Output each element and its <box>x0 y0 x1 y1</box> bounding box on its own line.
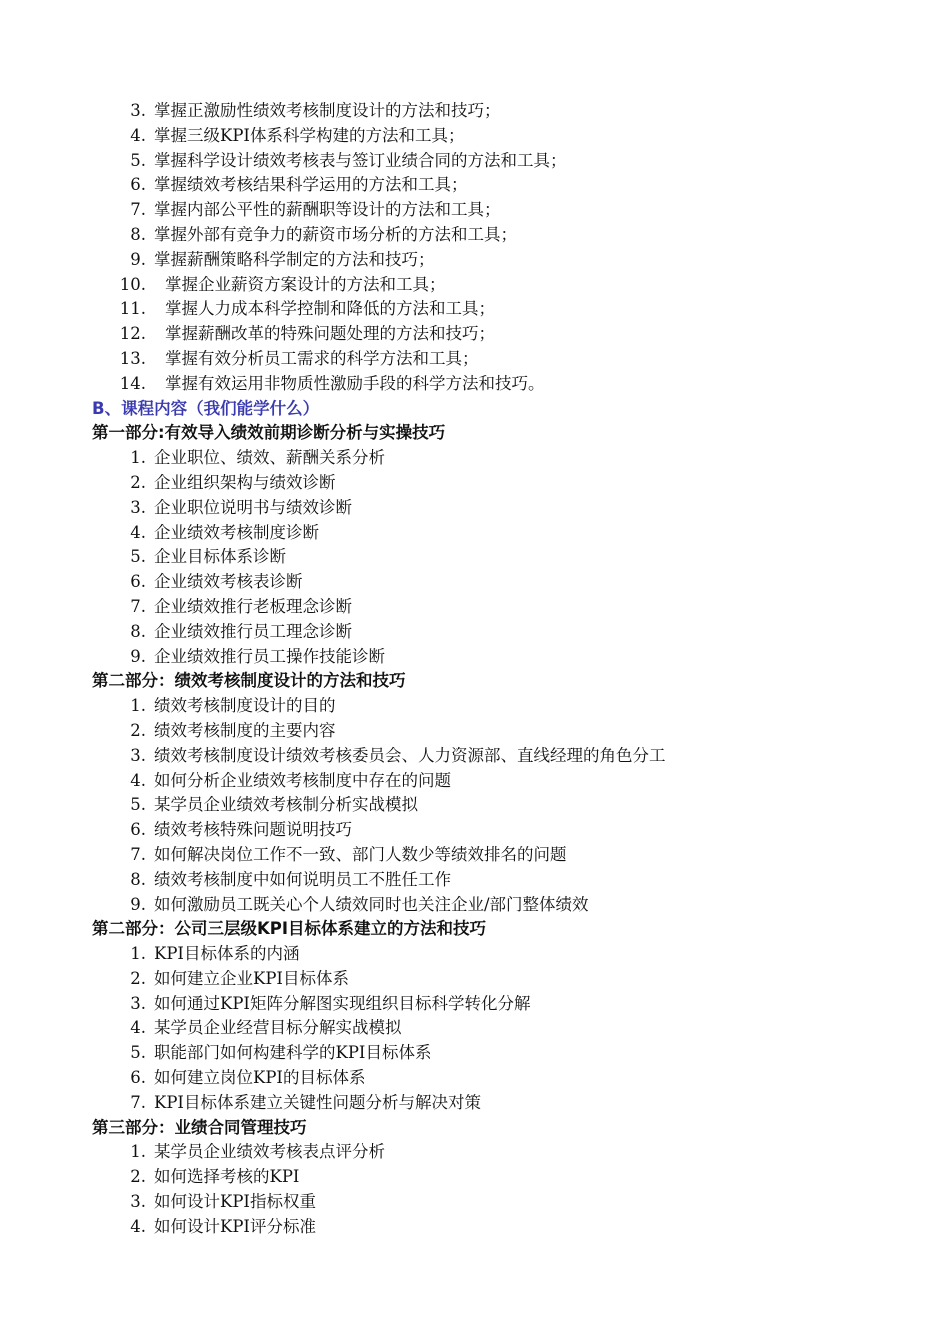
list-item-text: KPI目标体系建立关键性问题分析与解决对策 <box>154 1092 481 1112</box>
list-item-number: 8. <box>130 869 146 889</box>
list-item-number: 1. <box>130 944 146 964</box>
list-item-text: 企业绩效考核表诊断 <box>154 572 303 592</box>
list-item-number: 7. <box>130 596 146 616</box>
list-item-number: 5. <box>130 795 146 815</box>
list-item-number: 14. <box>119 373 146 393</box>
list-item-text: 掌握企业薪资方案设计的方法和工具； <box>165 274 446 294</box>
list-item <box>92 967 950 992</box>
list-item-text: 如何设计KPI指标权重 <box>154 1192 316 1212</box>
list-item-text: 掌握正激励性绩效考核制度设计的方法和技巧； <box>154 101 501 120</box>
list-item-number: 1. <box>130 448 146 468</box>
list-item <box>92 248 950 273</box>
list-item <box>92 446 950 471</box>
list-item-text: 如何选择考核的KPI <box>154 1167 300 1187</box>
list-item-number: 7. <box>130 844 146 864</box>
list-item-number: 2. <box>130 1167 146 1187</box>
list-item <box>92 99 950 124</box>
list-item-text: 企业职位说明书与绩效诊断 <box>154 497 352 517</box>
list-item-number: 6. <box>130 572 146 592</box>
list-item-number: 7. <box>130 1092 146 1112</box>
list-item-number: 6. <box>130 175 146 195</box>
list-item <box>92 744 950 769</box>
list-item <box>92 1215 950 1240</box>
list-item-text: 掌握三级KPI体系科学构建的方法和工具； <box>154 125 465 145</box>
list-item-text: 企业组织架构与绩效诊断 <box>154 472 336 492</box>
list-item-text: 企业职位、绩效、薪酬关系分析 <box>154 448 385 468</box>
list-item-number: 1. <box>130 696 146 716</box>
list-item <box>92 372 950 397</box>
part-title: 第二部分：绩效考核制度设计的方法和技巧 <box>92 671 406 691</box>
list-item <box>92 347 950 372</box>
list-item-text: 掌握有效运用非物质性激励手段的科学方法和技巧。 <box>165 373 545 393</box>
list-item <box>92 223 950 248</box>
list-item-number: 3. <box>130 993 146 1013</box>
list-item <box>92 545 950 570</box>
list-item-text: 企业绩效推行员工理念诊断 <box>154 621 352 641</box>
list-item <box>92 521 950 546</box>
list-item-number: 2. <box>130 720 146 740</box>
list-item-number: 3. <box>130 101 146 120</box>
list-item <box>92 1041 950 1066</box>
course-parts <box>92 421 950 1239</box>
part-title: 第三部分：业绩合同管理技巧 <box>92 1117 307 1137</box>
list-item-text: 企业绩效考核制度诊断 <box>154 522 319 542</box>
list-item-number: 3. <box>130 1192 146 1212</box>
list-item-number: 4. <box>130 125 146 145</box>
list-item-number: 11. <box>119 299 146 319</box>
list-item <box>92 620 950 645</box>
list-item <box>92 1190 950 1215</box>
list-item <box>92 471 950 496</box>
list-item <box>92 149 950 174</box>
list-item-number: 9. <box>130 249 146 269</box>
list-item-number: 2. <box>130 968 146 988</box>
list-item <box>92 173 950 198</box>
list-item-text: 掌握薪酬策略科学制定的方法和技巧； <box>154 249 435 269</box>
list-item <box>92 273 950 298</box>
list-item <box>92 124 950 149</box>
list-item-text: 如何解决岗位工作不一致、部门人数少等绩效排名的问题 <box>154 844 567 864</box>
list-item-text: 企业绩效推行员工操作技能诊断 <box>154 646 385 666</box>
list-item-number: 13. <box>119 348 146 368</box>
section-b-title: B、课程内容（我们能学什么） <box>92 398 320 418</box>
list-item-text: 绩效考核特殊问题说明技巧 <box>154 820 352 840</box>
list-item-text: 掌握有效分析员工需求的科学方法和工具； <box>165 348 479 368</box>
list-item-text: KPI目标体系的内涵 <box>154 944 300 964</box>
list-item-text: 某学员企业绩效考核表点评分析 <box>154 1142 385 1162</box>
list-item-number: 2. <box>130 472 146 492</box>
list-item-text: 掌握科学设计绩效考核表与签订业绩合同的方法和工具； <box>154 150 567 170</box>
list-item-text: 掌握绩效考核结果科学运用的方法和工具； <box>154 175 468 195</box>
list-item-text: 掌握外部有竞争力的薪资市场分析的方法和工具； <box>154 224 517 244</box>
list-item <box>92 322 950 347</box>
list-item-text: 绩效考核制度的主要内容 <box>154 720 336 740</box>
list-item <box>92 1016 950 1041</box>
list-item-text: 企业绩效推行老板理念诊断 <box>154 596 352 616</box>
list-item <box>92 868 950 893</box>
list-item-number: 4. <box>130 1018 146 1038</box>
list-item <box>92 719 950 744</box>
list-item <box>92 942 950 967</box>
list-item-text: 绩效考核制度设计的目的 <box>154 696 336 716</box>
list-item-text: 如何分析企业绩效考核制度中存在的问题 <box>154 770 451 790</box>
list-item-number: 1. <box>130 1142 146 1162</box>
list-item-text: 职能部门如何构建科学的KPI目标体系 <box>154 1043 432 1063</box>
list-item-text: 绩效考核制度设计绩效考核委员会、人力资源部、直线经理的角色分工 <box>154 745 666 765</box>
list-item-number: 9. <box>130 894 146 914</box>
list-item-text: 掌握内部公平性的薪酬职等设计的方法和工具； <box>154 200 501 220</box>
list-item-text: 绩效考核制度中如何说明员工不胜任工作 <box>154 869 451 889</box>
goals-list <box>92 99 950 397</box>
list-item-number: 8. <box>130 224 146 244</box>
list-item <box>92 645 950 670</box>
list-item <box>92 793 950 818</box>
list-item <box>92 893 950 918</box>
part-title: 第二部分：公司三层级KPI目标体系建立的方法和技巧 <box>92 919 487 939</box>
list-item-text: 某学员企业绩效考核制分析实战模拟 <box>154 795 418 815</box>
list-item <box>92 1140 950 1165</box>
list-item <box>92 992 950 1017</box>
list-item <box>92 595 950 620</box>
list-item-number: 5. <box>130 547 146 567</box>
list-item-text: 如何建立岗位KPI的目标体系 <box>154 1068 366 1088</box>
list-item <box>92 1066 950 1091</box>
list-item <box>92 694 950 719</box>
list-item-text: 掌握人力成本科学控制和降低的方法和工具； <box>165 299 495 319</box>
list-item <box>92 818 950 843</box>
list-item-text: 某学员企业经营目标分解实战模拟 <box>154 1018 402 1038</box>
list-item-text: 如何建立企业KPI目标体系 <box>154 968 349 988</box>
list-item-number: 5. <box>130 150 146 170</box>
list-item <box>92 198 950 223</box>
list-item <box>92 297 950 322</box>
list-item-number: 7. <box>130 200 146 220</box>
list-item-text: 如何设计KPI评分标准 <box>154 1216 316 1236</box>
list-item-text: 企业目标体系诊断 <box>154 547 286 567</box>
list-item-number: 12. <box>119 324 146 344</box>
list-item-number: 8. <box>130 621 146 641</box>
list-item-number: 6. <box>130 1068 146 1088</box>
list-item-text: 如何通过KPI矩阵分解图实现组织目标科学转化分解 <box>154 993 531 1013</box>
list-item-number: 10. <box>119 274 146 294</box>
list-item <box>92 769 950 794</box>
part-title: 第一部分:有效导入绩效前期诊断分析与实操技巧 <box>92 423 446 443</box>
list-item-number: 3. <box>130 745 146 765</box>
list-item <box>92 496 950 521</box>
list-item <box>92 1091 950 1116</box>
list-item-number: 9. <box>130 646 146 666</box>
list-item-number: 6. <box>130 820 146 840</box>
list-item-text: 掌握薪酬改革的特殊问题处理的方法和技巧； <box>165 324 495 344</box>
list-item <box>92 1165 950 1190</box>
list-item-number: 4. <box>130 1216 146 1236</box>
list-item-number: 3. <box>130 497 146 517</box>
list-item-number: 4. <box>130 522 146 542</box>
list-item <box>92 843 950 868</box>
list-item <box>92 570 950 595</box>
list-item-text: 如何激励员工既关心个人绩效同时也关注企业/部门整体绩效 <box>154 894 589 914</box>
list-item-number: 5. <box>130 1043 146 1063</box>
list-item-number: 4. <box>130 770 146 790</box>
